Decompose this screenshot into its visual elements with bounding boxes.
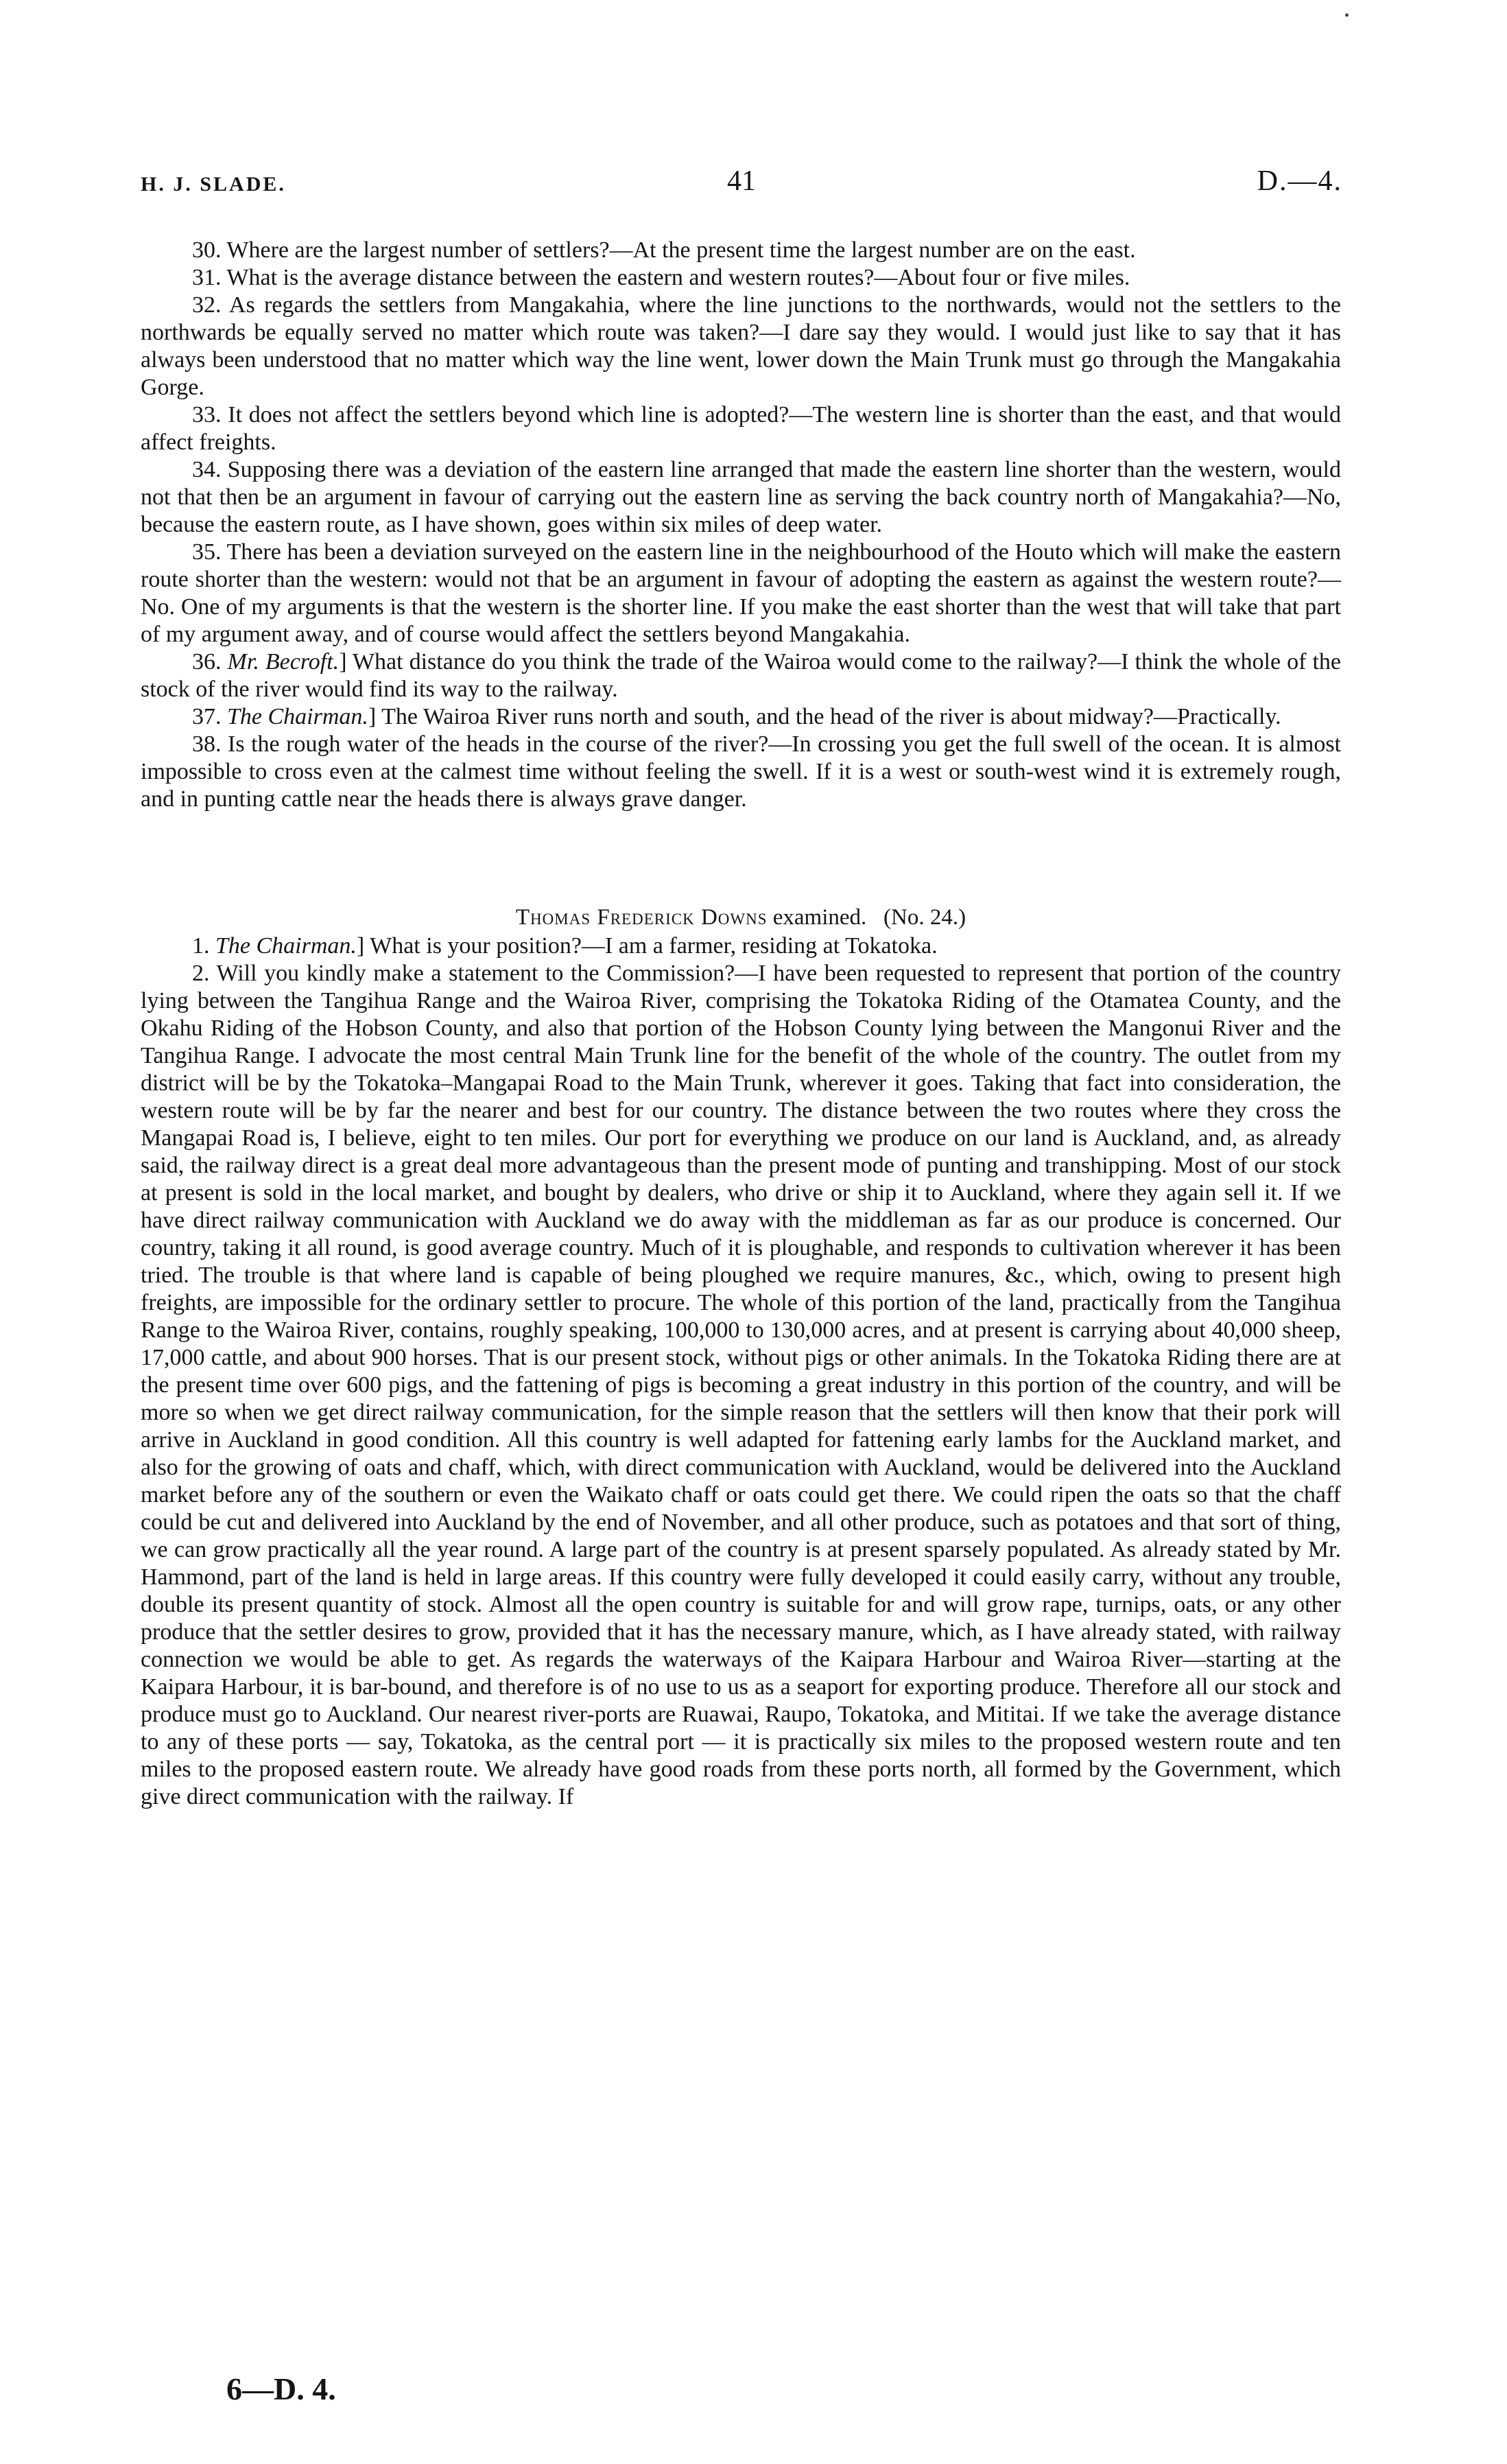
witness-question-1: [141, 932, 1341, 960]
question-33: 33. It does not affect the settlers beyond which line is adopted?—The western line is shorter than the east, and that would affect freights.: [141, 402, 1341, 455]
speaker-name: Mr. Becroft.: [227, 649, 340, 674]
question-37: [141, 703, 1341, 731]
question-number: 36.: [192, 649, 222, 674]
question-30: 30. Where are the largest number of settlers?—At the present time the largest number are on the east.: [192, 237, 1136, 263]
section-gap: [141, 813, 1341, 904]
question-32: 32. As regards the settlers from Mangakahia, where the line junctions to the northwards, would not the settlers to the northwards be equally served no matter which route was taken?—I dare say they would. I would just like to say that it has always been understood that no matter which way the line went, lower down the Main Trunk must go through the Mangakahia Gorge.: [141, 292, 1341, 400]
speaker-name: The Chairman.: [215, 933, 357, 959]
speaker-name: The Chairman.: [227, 704, 368, 729]
question-36: [141, 648, 1341, 703]
question-text: ] What distance do you think the trade of the Wairoa would come to the railway?—I think the whole of the stock of the river would find its way to the railway.: [141, 649, 1341, 702]
witness-heading: [141, 904, 1341, 931]
page-header: [141, 165, 1342, 206]
page-footer-signature: 6—D. 4.: [226, 2371, 336, 2406]
witness-name: Thomas Frederick Downs: [515, 905, 768, 930]
page-body: [141, 237, 1341, 1811]
witness-number: (No. 24.): [883, 905, 966, 930]
question-31: 31. What is the average distance between the eastern and western routes?—About four or five miles.: [192, 265, 1130, 290]
question-35: 35. There has been a deviation surveyed on the eastern line in the neighbourhood of the Houto which will make the eastern route shorter than the western: would not that be an argument in favour of adopting the eastern as against the western route?—No. One of my arguments is that the western is the shorter line. If you make the east shorter than the west that will take that part of my argument away, and of course would affect the settlers beyond Mangakahia.: [141, 539, 1341, 647]
question-38: 38. Is the rough water of the heads in the course of the river?—In crossing you get the full swell of the ocean. It is almost impossible to cross even at the calmest time without feeling the swell. If it is a west or south-west wind it is extremely rough, and in punting cattle near the heads there is always grave danger.: [141, 731, 1341, 812]
page-number: 41: [727, 165, 756, 197]
examined-label: examined.: [767, 905, 867, 930]
question-number: 1.: [192, 933, 210, 959]
question-text: ] The Wairoa River runs north and south, and the head of the river is about midway?—Practically.: [368, 704, 1281, 729]
witness-question-2: 2. Will you kindly make a statement to the Commission?—I have been requested to represent that portion of the country lying between the Tangihua Range and the Wairoa River, comprising the Tokatoka Riding of the Otamatea County, and the Okahu Riding of the Hobson County, and also that portion of the Hobson County lying between the Mangonui River and the Tangihua Range. I advocate the most central Main Trunk line for the benefit of the whole of the country. The outlet from my district will be by the Tokatoka–Mangapai Road to the Main Trunk, wherever it goes. Taking that fact into consideration, the western route will be by far the nearer and best for our country. The distance between the two routes where they cross the Mangapai Road is, I believe, eight to ten miles. Our port for everything we produce on our land is Auckland, and, as already said, the railway direct is a great deal more advantageous than the present mode of punting and transhipping. Most of our stock at present is sold in the local market, and bought by dealers, who drive or ship it to Auckland, where they again sell it. If we have direct railway communication with Auckland we do away with the middleman as far as our produce is concerned. Our country, taking it all round, is good average country. Much of it is ploughable, and responds to cultivation wherever it has been tried. The trouble is that where land is capable of being ploughed we require manures, &c., which, owing to present high freights, are impossible for the ordinary settler to procure. The whole of this portion of the land, practically from the Tangihua Range to the Wairoa River, contains, roughly speaking, 100,000 to 130,000 acres, and at present is carrying about 40,000 sheep, 17,000 cattle, and about 900 horses. That is our present stock, without pigs or other animals. In the Tokatoka Riding there are at the present time over 600 pigs, and the fattening of pigs is becoming a great industry in this portion of the country, and will be more so when we get direct railway communication, for the simple reason that the settlers will then know that their pork will arrive in Auckland in good condition. All this country is well adapted for fattening early lambs for the Auckland market, and also for the growing of oats and chaff, which, with direct communication with Auckland, would be delivered into the Auckland market before any of the southern or even the Waikato chaff or oats could get there. We could ripen the oats so that the chaff could be cut and delivered into Auckland by the end of November, and all other produce, such as potatoes and that sort of thing, we can grow practically all the year round. A large part of the country is at present sparsely populated. As already stated by Mr. Hammond, part of the land is held in large areas. If this country were fully developed it could easily carry, without any trouble, double its present quantity of stock. Almost all the open country is suitable for and will grow rape, turnips, oats, or any other produce that the settler desires to grow, provided that it has the necessary manure, which, as I have already stated, with railway connection we would be able to get. As regards the waterways of the Kaipara Harbour and Wairoa River—starting at the Kaipara Harbour, it is bar-bound, and therefore is of no use to us as a seaport for exporting produce. Therefore all our stock and produce must go to Auckland. Our nearest river-ports are Ruawai, Raupo, Tokatoka, and Mititai. If we take the average distance to any of these ports — say, Tokatoka, as the central port — it is practically six miles to the proposed western route and ten miles to the proposed eastern route. We already have good roads from these ports north, all formed by the Government, which give direct communication with the railway. If: [141, 961, 1341, 1809]
corner-mark: •: [1344, 8, 1350, 23]
document-reference: D.—4.: [1257, 165, 1342, 197]
question-34: 34. Supposing there was a deviation of the eastern line arranged that made the eastern line shorter than the western, would not that then be an argument in favour of carrying out the eastern line as serving the back country north of Mangakahia?—No, because the eastern route, as I have shown, goes within six miles of deep water.: [141, 457, 1341, 537]
question-number: 37.: [192, 704, 222, 729]
question-text: ] What is your position?—I am a farmer, residing at Tokatoka.: [356, 933, 938, 959]
header-witness-name: H. J. SLADE.: [141, 173, 286, 196]
